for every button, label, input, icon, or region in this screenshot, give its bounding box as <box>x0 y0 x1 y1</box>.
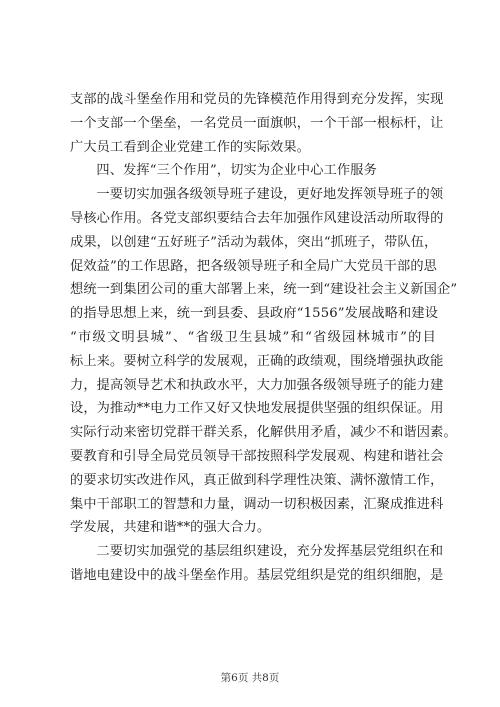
text-line: 集中干部职工的智慧和力量，调动一切积极因素，汇聚成推进科 <box>70 496 444 512</box>
text-line: 一要切实加强各级领导班子建设，更好地发挥领导班子的领 <box>96 187 444 203</box>
text-line: 广大员工看到企业党建工作的实际效果。 <box>70 139 311 155</box>
text-line: 二要切实加强党的基层组织建设，充分发挥基层党组织在和 <box>96 544 444 560</box>
text-line: 导核心作用。各党支部织要结合去年加强作风建设活动所取得的 <box>70 210 444 226</box>
text-line: 的指导思想上来，统一到县委、县政府“1556”发展战略和建设 <box>70 306 439 322</box>
body-text <box>70 88 458 588</box>
text-line: 的要求切实改进作风，真正做到科学理性决策、满怀激情工作， <box>70 472 444 488</box>
text-line: 谐地电建设中的战斗堡垒作用。基层党组织是党的组织细胞，是 <box>70 567 444 583</box>
text-line: 成果，以创建“五好班子”活动为载体，突出“抓班子，带队伍， <box>70 234 438 250</box>
text-line: 标上来。要树立科学的发展观，正确的政绩观，围绕增强执政能 <box>70 353 444 369</box>
page-footer: 第6页 共8页 <box>220 672 280 684</box>
text-line: 要教育和引导全局党员领导干部按照科学发展观、构建和谐社会 <box>70 448 444 464</box>
text-line: 想统一到集团公司的重大部署上来，统一到“建设社会主义新国企” <box>70 282 458 298</box>
text-line: 四、发挥“三个作用”，切实为企业中心工作服务 <box>96 163 377 179</box>
text-line: “市级文明县城”、“省级卫生县城”和“省级园林城市”的目 <box>70 329 436 345</box>
text-line: 设，为推动**电力工作又好又快地发展提供坚强的组织保证。用 <box>70 401 444 417</box>
text-line: 学发展，共建和谐**的强大合力。 <box>70 520 271 536</box>
text-line: 支部的战斗堡垒作用和党员的先锋模范作用得到充分发挥，实现 <box>70 92 444 107</box>
text-line: 促效益”的工作思路，把各级领导班子和全局广大党员干部的思 <box>70 258 438 274</box>
text-line: 一个支部一个堡垒，一名党员一面旗帜，一个干部一根标杆，让 <box>70 115 444 131</box>
text-line: 力，提高领导艺术和执政水平，大力加强各级领导班子的能力建 <box>70 377 444 393</box>
text-line: 实际行动来密切党群干群关系，化解供用矛盾，减少不和谐因素。 <box>70 425 457 441</box>
